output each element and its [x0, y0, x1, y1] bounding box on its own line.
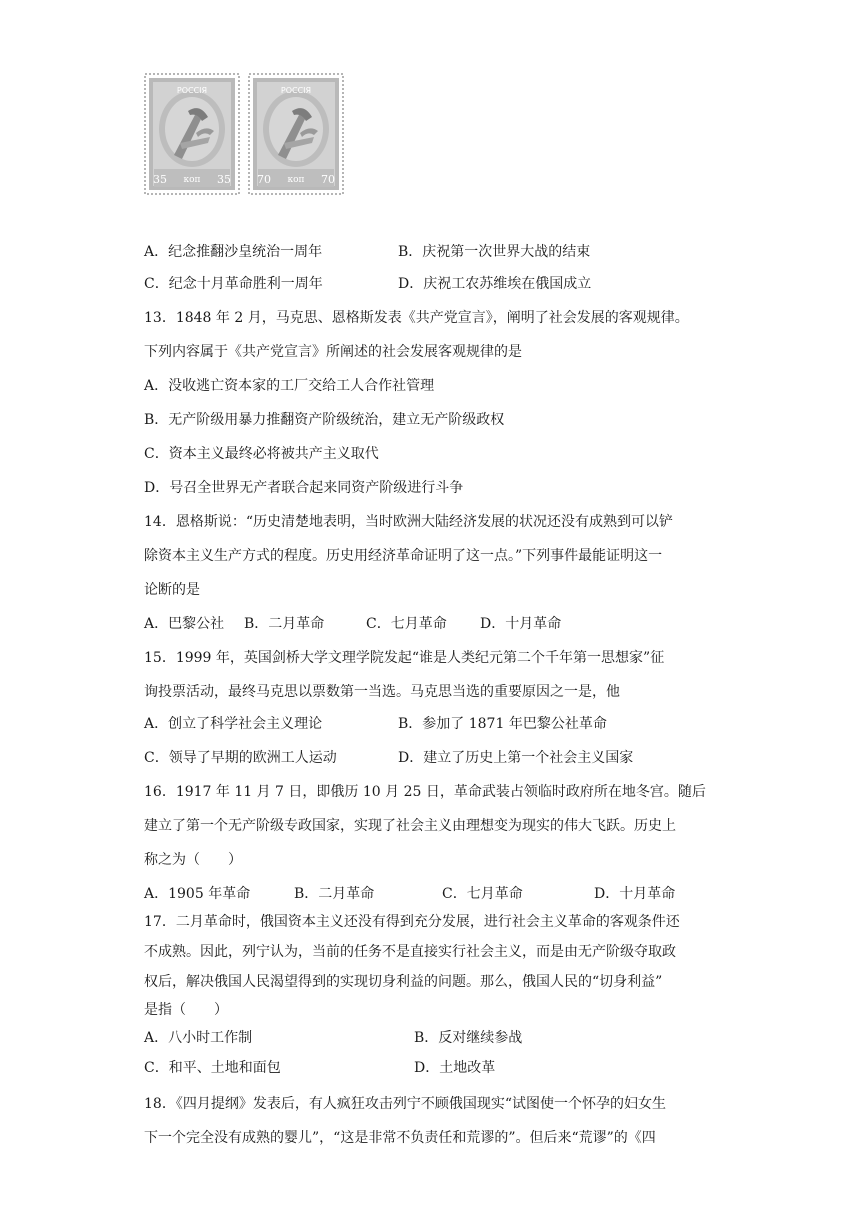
q16-stem-line-2: 建立了第一个无产阶级专政国家，实现了社会主义由理想变为现实的伟大飞跃。历史上	[144, 818, 676, 834]
q13-option-b[interactable]: B．无产阶级用暴力推翻资产阶级统治，建立无产阶级政权	[144, 412, 505, 428]
stamp-value-left: 35	[153, 173, 167, 186]
stamp-value-right: 70	[321, 173, 335, 186]
q15-option-d[interactable]: D．建立了历史上第一个社会主义国家	[398, 750, 634, 766]
q17-stem-line-2: 不成熟。因此，列宁认为，当前的任务不是直接实行社会主义，而是由无产阶级夺取政	[144, 944, 676, 960]
q15-stem-line-2: 询投票活动，最终马克思以票数第一当选。马克思当选的重要原因之一是，他	[144, 684, 620, 700]
q17-option-c[interactable]: C．和平、土地和面包	[144, 1060, 281, 1076]
q16-option-d[interactable]: D．十月革命	[594, 886, 676, 902]
q15-option-c[interactable]: C．领导了早期的欧洲工人运动	[144, 750, 337, 766]
q13-option-d[interactable]: D．号召全世界无产者联合起来同资产阶级进行斗争	[144, 480, 464, 496]
q16-stem-line-1: 16．1917 年 11 月 7 日，即俄历 10 月 25 日，革命武装占领临时政府所在地冬宫。随后	[144, 784, 706, 800]
stamp-value-right: 35	[217, 173, 231, 186]
stamp-unit: коп	[287, 175, 305, 185]
q14-option-a[interactable]: A．巴黎公社	[144, 616, 225, 632]
q18-stem-line-1: 18．《四月提纲》发表后，有人疯狂攻击列宁不顾俄国现实“试图使一个怀孕的妇女生	[144, 1096, 666, 1112]
q12-option-a[interactable]: A．纪念推翻沙皇统治一周年	[144, 244, 323, 260]
q16-stem-line-3: 称之为（ ）	[144, 852, 242, 868]
q12-option-d[interactable]: D．庆祝工农苏维埃在俄国成立	[398, 276, 592, 292]
stamp-value-left: 70	[257, 173, 271, 186]
q17-stem-line-4: 是指（ ）	[144, 1002, 228, 1018]
q14-option-b[interactable]: B．二月革命	[244, 616, 325, 632]
q14-stem-line-2: 除资本主义生产方式的程度。历史用经济革命证明了这一点。”下列事件最能证明这一	[144, 548, 663, 564]
q15-option-a[interactable]: A．创立了科学社会主义理论	[144, 716, 323, 732]
q14-option-d[interactable]: D．十月革命	[480, 616, 562, 632]
stamp-35-kop	[144, 73, 240, 195]
q17-stem-line-1: 17．二月革命时，俄国资本主义还没有得到充分发展，进行社会主义革命的客观条件还	[144, 914, 680, 930]
q18-stem-line-2: 下一个完全没有成熟的婴儿”，“这是非常不负责任和荒谬的”。但后来“荒谬”的《四	[144, 1130, 656, 1146]
q17-option-b[interactable]: B．反对继续参战	[414, 1030, 523, 1046]
stamp-country: РОССIЯ	[176, 86, 208, 95]
q17-stem-line-3: 权后，解决俄国人民渴望得到的实现切身利益的问题。那么，俄国人民的“切身利益”	[144, 974, 663, 990]
q16-option-b[interactable]: B．二月革命	[294, 886, 375, 902]
q13-option-a[interactable]: A．没收逃亡资本家的工厂交给工人合作社管理	[144, 378, 435, 394]
q14-option-c[interactable]: C．七月革命	[366, 616, 447, 632]
q17-option-a[interactable]: A．八小时工作制	[144, 1030, 253, 1046]
stamp-70-kop	[248, 73, 344, 195]
q13-option-c[interactable]: C．资本主义最终必将被共产主义取代	[144, 446, 379, 462]
q14-stem-line-1: 14．恩格斯说：“历史清楚地表明，当时欧洲大陆经济发展的状况还没有成熟到可以铲	[144, 514, 673, 530]
q12-option-c[interactable]: C．纪念十月革命胜利一周年	[144, 276, 323, 292]
q17-option-d[interactable]: D．土地改革	[414, 1060, 496, 1076]
q16-option-c[interactable]: C．七月革命	[442, 886, 523, 902]
q12-option-b[interactable]: B．庆祝第一次世界大战的结束	[398, 244, 591, 260]
q16-option-a[interactable]: A．1905 年革命	[144, 886, 251, 902]
stamp-country: РОССIЯ	[280, 86, 312, 95]
stamp-unit: коп	[183, 175, 201, 185]
q15-stem-line-1: 15．1999 年，英国剑桥大学文理学院发起“谁是人类纪元第二个千年第一思想家”征	[144, 650, 665, 666]
q14-stem-line-3: 论断的是	[144, 582, 200, 598]
stamp-images	[144, 73, 344, 195]
q13-stem-line-1: 13．1848 年 2 月，马克思、恩格斯发表《共产党宣言》，阐明了社会发展的客观规律。	[144, 310, 689, 326]
q15-option-b[interactable]: B．参加了 1871 年巴黎公社革命	[398, 716, 607, 732]
q13-stem-line-2: 下列内容属于《共产党宣言》所阐述的社会发展客观规律的是	[144, 344, 522, 360]
